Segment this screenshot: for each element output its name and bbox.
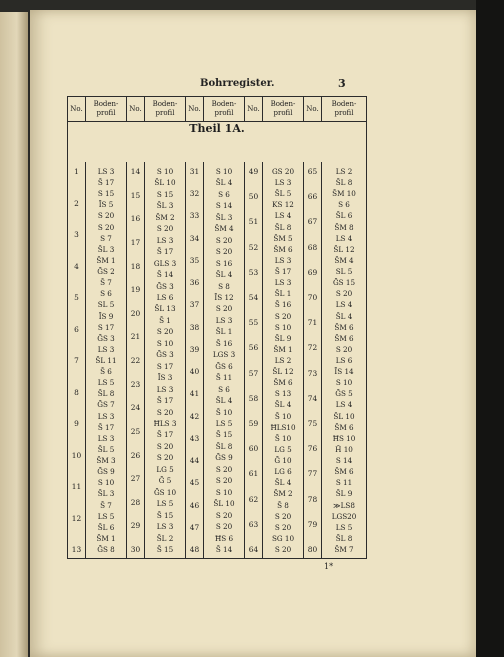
bore-number: 47 [189,522,200,532]
profile-entry: S̄ 10 [215,407,233,417]
profile-entry: S̄ 10 [274,411,292,421]
section-title: Theil 1A. [68,122,367,163]
header-bodenprofil: Boden- profil [204,97,245,122]
bore-number: 67 [307,217,318,227]
profile-entry: ĪS 3 [157,373,173,383]
profile-entry: S̄M 4 [334,255,354,265]
number-column [304,162,322,559]
profile-entry: S 20 [156,327,174,337]
profile-entry: S̄L 3 [156,201,174,211]
bore-number: 26 [130,450,141,460]
bore-number: 30 [130,545,141,554]
profile-entry: S̄ 10 [274,433,292,443]
signature-mark: 1* [324,562,334,571]
profile-entry: S 20 [215,476,233,486]
bore-number: 5 [74,293,79,302]
profile-entry: LS 5 [97,511,115,521]
profile-entry: LG 5 [274,444,292,454]
profile-entry: LS 3 [97,433,115,443]
bore-number: 70 [307,293,318,302]
bore-number: 1 [74,167,79,176]
profile-entry: S̄L 6 [97,522,115,532]
header-bodenprofil: Boden- profil [322,97,367,122]
profile-entry: S 20 [274,311,292,321]
profile-entry: S 16 [215,258,233,268]
profile-entry: S̄L 4 [215,396,233,406]
profile-entry: S̄M 6 [273,378,293,388]
bore-number: 68 [307,242,318,252]
profile-entry: S̄L 8 [215,441,233,451]
profile-entry: S 7 [100,233,112,243]
header-no: No. [186,97,204,122]
bore-number: 75 [307,419,318,428]
bore-number: 25 [130,426,141,436]
bore-number: 65 [307,167,318,176]
bore-number: 29 [130,521,141,531]
profile-entry: S 15 [97,189,115,199]
profile-entry: S 6 [100,289,112,299]
bore-number: 20 [130,308,141,318]
profile-entry: S̄M 6 [334,422,354,432]
bore-number: 63 [248,519,259,529]
profile-entry: S̄ 17 [97,422,115,432]
header-no: No. [304,97,322,122]
profile-entry: LGS 3 [212,350,236,360]
bore-number: 24 [130,403,141,413]
bore-number: 55 [248,318,259,328]
profile-entry: GS 20 [271,167,295,176]
profile-entry: ≫LS8 [333,500,355,510]
profile-entry: LS 3 [156,235,174,245]
profile-entry: ḠS 15 [332,278,356,288]
profile-entry: S̄ 14 [215,545,233,554]
profile-entry: ĦLS 3 [153,419,177,428]
profile-entry: LS 4 [335,400,353,410]
profile-entry: S̄ 7 [100,278,112,288]
bore-number: 59 [248,419,259,428]
bore-number: 74 [307,393,318,403]
profile-entry: ḠS 2 [97,267,115,277]
bore-number: 8 [74,387,79,397]
profile-entry: S 20 [97,222,115,232]
profile-entry: S̄L 11 [95,356,117,365]
profile-entry: H̄ 10 [335,444,353,454]
profile-entry: S̄L 8 [274,222,292,232]
bore-number: 66 [307,192,318,202]
bore-number: 14 [130,167,141,176]
bore-number: 53 [248,267,259,277]
bore-number: 56 [248,343,259,353]
bore-number: 10 [71,450,82,460]
profile-entry: S̄ 17 [97,178,115,188]
profile-entry: S 20 [335,344,353,354]
bore-number: 77 [307,469,318,479]
bore-number: 62 [248,494,259,504]
book-cover-edge [476,0,504,657]
profile-entry: S 20 [215,247,233,257]
profile-entry: S̄M 4 [214,224,234,234]
profile-entry: S̄L 10 [154,178,176,188]
profile-entry: S̄ 17 [156,430,174,440]
profile-entry: S̄ 15 [156,510,174,520]
bore-number: 79 [307,519,318,529]
bore-number: 45 [189,478,200,488]
bore-number: 72 [307,343,318,353]
profile-entry: LS 5 [97,378,115,388]
profile-entry: S̄M 6 [334,322,354,332]
profile-entry: LS 5 [156,499,174,509]
profile-entry: S̄ 17 [156,396,174,406]
profile-entry: Ḡ 5 [158,476,172,486]
bore-number: 57 [248,368,259,378]
profile-entry: S 20 [97,211,115,221]
profile-entry: LS 6 [156,293,174,302]
bore-number: 40 [189,367,200,377]
profile-entry: S 20 [215,235,233,245]
profile-entry: S 10 [215,487,233,497]
bore-number: 48 [189,545,200,554]
profile-entry: S̄ 8 [277,500,289,510]
profile-entry: S 20 [274,522,292,532]
bore-number: 17 [130,237,141,247]
profile-entry: S 8 [218,281,230,291]
bore-number: 13 [71,545,82,554]
bore-number: 3 [74,230,79,239]
profile-entry: S̄ 14 [156,270,174,280]
profile-entry: S 10 [97,478,115,488]
bore-number: 22 [130,356,141,365]
profile-entry: LS 6 [335,356,353,365]
profile-entry: ĦS 10 [332,433,356,443]
header-bodenprofil: Boden- profil [263,97,304,122]
profile-entry: LS 4 [335,233,353,243]
profile-entry: LS 3 [274,278,292,288]
profile-entry: S̄L 10 [333,411,355,421]
profile-entry: ḠS 7 [97,400,115,410]
profile-entry: S 20 [156,441,174,451]
section-row [68,122,367,163]
profile-entry: ḠS 3 [156,281,174,291]
profile-entry: S 13 [274,389,292,399]
number-column [186,162,204,559]
header-no: No. [68,97,86,122]
bore-number: 16 [130,214,141,224]
profile-entry: S 17 [156,361,174,371]
profile-entry: S 20 [156,224,174,234]
profile-entry: S̄L 4 [215,178,233,188]
profile-entry: LGS20 [331,511,357,521]
bore-number: 33 [189,211,200,221]
bore-number: 21 [130,332,141,342]
profile-entry: S̄M 6 [334,333,354,343]
profile-entry: ḠS 9 [97,467,115,477]
profile-entry: ḠS 8 [97,545,115,554]
profile-entry: SG 10 [271,533,295,543]
bore-number: 61 [248,469,259,479]
profile-column [145,162,186,559]
table-body-row [68,162,367,559]
profile-entry: S 15 [156,189,174,199]
bore-number: 80 [307,545,318,554]
bore-number: 58 [248,393,259,403]
header-bodenprofil: Boden- profil [86,97,127,122]
bore-number: 41 [189,389,200,399]
profile-entry: LS 2 [335,167,353,176]
bore-number: 44 [189,456,200,466]
profile-entry: S̄M 2 [155,212,175,222]
header-no: No. [245,97,263,122]
profile-entry: LS 3 [97,167,115,176]
profile-entry: LS 3 [97,411,115,421]
profile-entry: SL 5 [97,300,115,310]
number-column [127,162,145,559]
bore-number: 46 [189,500,200,510]
profile-entry: S 10 [156,167,174,176]
bore-number: 78 [307,494,318,504]
profile-entry: ĪS 14 [334,367,354,377]
bore-number: 11 [71,482,82,491]
bore-number: 64 [248,545,259,554]
profile-column [263,162,304,559]
profile-entry: S 20 [215,522,233,532]
profile-entry: LS 3 [156,384,174,394]
bore-number: 9 [74,419,79,428]
header-no: No. [127,97,145,122]
profile-entry: S̄ 15 [215,430,233,440]
bore-number: 12 [71,513,82,523]
profile-entry: S 10 [335,378,353,388]
profile-entry: S 20 [156,407,174,417]
profile-entry: ḠS 5 [335,389,353,399]
profile-entry: S̄ 11 [215,373,233,383]
profile-entry: S̄M 1 [273,344,293,354]
profile-entry: S 10 [156,338,174,348]
profile-entry: SL 5 [335,267,353,277]
left-page-edge [0,12,28,657]
profile-entry: LS 4 [335,300,353,310]
profile-entry: S 6 [338,200,350,210]
profile-entry: LS 5 [215,419,233,428]
profile-entry: S 20 [274,545,292,554]
profile-entry: LS 4 [274,211,292,221]
bore-number: 52 [248,242,259,252]
profile-entry: S̄L 4 [215,270,233,280]
bore-number: 54 [248,293,259,302]
bore-number: 15 [130,190,141,200]
profile-entry: S̄ 15 [156,545,174,554]
profile-entry: LG 6 [274,467,292,477]
profile-entry: S̄M 1 [96,533,116,543]
profile-entry: S 20 [215,304,233,314]
profile-entry: S̄L 8 [335,178,353,188]
profile-entry: S 20 [215,464,233,474]
profile-entry: S 20 [156,453,174,463]
profile-entry: LS 5 [335,522,353,532]
profile-entry: LS 3 [274,178,292,188]
bore-number: 27 [130,474,141,484]
bore-number: 60 [248,444,259,454]
profile-entry: ĦLS10 [270,422,296,432]
bore-number: 51 [248,217,259,227]
number-column [245,162,263,559]
profile-entry: S̄M 10 [332,189,356,199]
bore-number: 73 [307,368,318,378]
profile-entry: ḠS 6 [215,361,233,371]
page-number: 3 [338,77,346,90]
profile-entry: S 20 [274,511,292,521]
profile-entry: S 14 [215,201,233,211]
profile-entry: S̄ 16 [274,300,292,310]
profile-entry: S̄M 6 [334,467,354,477]
bore-number: 43 [189,433,200,443]
profile-column [322,162,367,559]
profile-entry: S̄L 9 [274,333,292,343]
profile-entry: LG 5 [156,464,174,474]
bore-number: 6 [74,324,79,334]
profile-entry: S̄L 8 [97,389,115,399]
bore-number: 31 [189,167,200,176]
profile-entry: S̄L 4 [274,478,292,488]
profile-entry: S̄L 6 [335,211,353,221]
profile-entry: S̄L 2 [156,533,174,543]
profile-entry: S̄M 7 [334,545,354,554]
profile-entry: S̄M 2 [273,489,293,499]
profile-column [86,162,127,559]
profile-entry: ĪS 5 [98,200,114,210]
profile-entry: S̄L 10 [213,499,235,509]
profile-entry: S 10 [274,322,292,332]
bore-number: 35 [189,255,200,265]
profile-entry: S 10 [215,167,233,176]
bore-number: 36 [189,278,200,288]
profile-entry: S̄L 4 [274,400,292,410]
bohrregister-table [67,96,367,559]
bore-number: 19 [130,285,141,295]
profile-entry: LS 3 [156,522,174,532]
profile-entry: S̄ 7 [100,500,112,510]
profile-entry: S̄L 13 [154,304,176,314]
bore-number: 34 [189,233,200,243]
profile-entry: S̄L 12 [272,367,294,377]
profile-entry: S 20 [215,510,233,520]
header-bodenprofil: Boden- profil [145,97,186,122]
bore-number: 7 [74,356,79,365]
profile-entry: S̄ 16 [215,338,233,348]
profile-entry: ĦS 6 [214,533,234,543]
profile-entry: ĪS 9 [98,311,114,321]
table-header-row [68,97,367,122]
bore-number: 4 [74,261,79,271]
profile-entry: S̄L 3 [97,244,115,254]
bore-number: 28 [130,497,141,507]
profile-entry: S̄M 8 [334,222,354,232]
profile-entry: S̄L 9 [335,489,353,499]
profile-entry: S̄ 1 [159,315,171,325]
profile-entry: S 6 [218,189,230,199]
profile-entry: ḠS 10 [153,487,177,497]
profile-entry: Ḡ 10 [274,456,292,466]
profile-entry: S 6 [218,384,230,394]
profile-entry: S̄L 12 [333,244,355,254]
profile-entry: S̄M 3 [96,456,116,466]
profile-entry: ĪS 12 [214,293,234,302]
profile-entry: S̄L 1 [215,327,233,337]
profile-entry: S̄ 17 [156,247,174,257]
profile-entry: LS 3 [97,344,115,354]
profile-entry: S̄L 8 [335,533,353,543]
profile-entry: ḠS 9 [215,453,233,463]
bore-number: 38 [189,322,200,332]
bore-number: 23 [130,379,141,389]
bore-number: 50 [248,192,259,202]
profile-entry: S̄M 5 [273,233,293,243]
bore-number: 76 [307,444,318,454]
profile-entry: S̄L 4 [335,311,353,321]
bore-number: 49 [248,167,259,176]
bore-number: 37 [189,300,200,310]
profile-entry: GLS 3 [153,258,177,268]
profile-entry: S 20 [335,289,353,299]
profile-entry: ḠS 3 [156,350,174,360]
profile-entry: S̄L 5 [274,189,292,199]
profile-entry: S̄ 6 [100,367,112,377]
profile-entry: S̄L 3 [215,212,233,222]
profile-entry: KS 12 [272,200,294,210]
bore-number: 71 [307,318,318,328]
bore-number: 39 [189,344,200,354]
profile-entry: S̄L 1 [274,289,292,299]
bore-number: 18 [130,261,141,271]
bore-number: 42 [189,411,200,421]
profile-entry: S̄ 17 [274,267,292,277]
profile-entry: S 17 [97,322,115,332]
bore-number: 69 [307,267,318,277]
profile-entry: S 14 [335,456,353,466]
number-column [68,162,86,559]
profile-entry: S̄M 6 [273,244,293,254]
profile-entry: LS 2 [274,356,292,365]
profile-entry: S 11 [335,478,353,488]
profile-entry: S̄L 5 [97,444,115,454]
page-title: Bohrregister. [200,78,275,89]
profile-entry: LS 3 [274,255,292,265]
profile-entry: LS 3 [215,315,233,325]
profile-entry: ḠS 3 [97,333,115,343]
profile-column [204,162,245,559]
profile-entry: S̄M 1 [96,255,116,265]
bore-number: 32 [189,189,200,199]
profile-entry: S̄L 3 [97,489,115,499]
bore-number: 2 [74,198,79,208]
